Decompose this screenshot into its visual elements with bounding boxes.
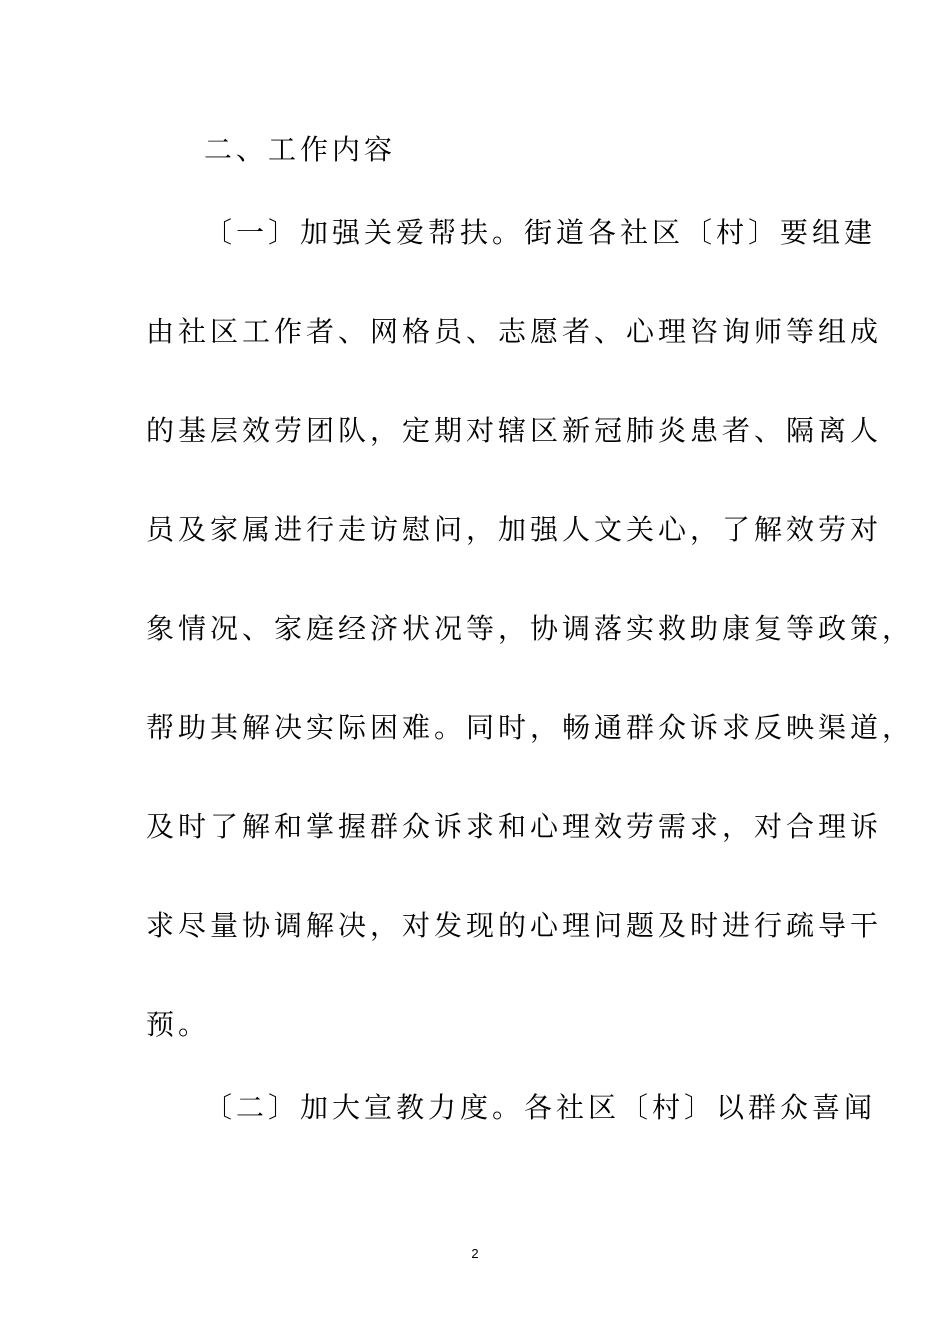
paragraph-line: 〔二〕加大宣教力度。各社区〔村〕以群众喜闻 <box>204 1091 877 1124</box>
paragraph-line: 由社区工作者、网格员、志愿者、心理咨询师等组成 <box>146 315 883 348</box>
page-number: 2 <box>471 1246 479 1261</box>
paragraph-line: 帮助其解决实际困难。同时，畅通群众诉求反映渠道， <box>146 711 915 744</box>
paragraph-line: 员及家属进行走访慰问，加强人文关心，了解效劳对 <box>146 513 883 546</box>
paragraph-line: 预。 <box>146 1008 211 1041</box>
paragraph-line: 及时了解和掌握群众诉求和心理效劳需求，对合理诉 <box>146 810 883 843</box>
paragraph-line: 求尽量协调解决，对发现的心理问题及时进行疏导干 <box>146 909 883 942</box>
paragraph-line: 的基层效劳团队，定期对辖区新冠肺炎患者、隔离人 <box>146 414 883 447</box>
section-heading: 二、工作内容 <box>204 133 397 166</box>
paragraph-line: 〔一〕加强关爱帮扶。街道各社区〔村〕要组建 <box>204 216 877 249</box>
paragraph-line: 象情况、家庭经济状况等，协调落实救助康复等政策， <box>146 612 915 645</box>
